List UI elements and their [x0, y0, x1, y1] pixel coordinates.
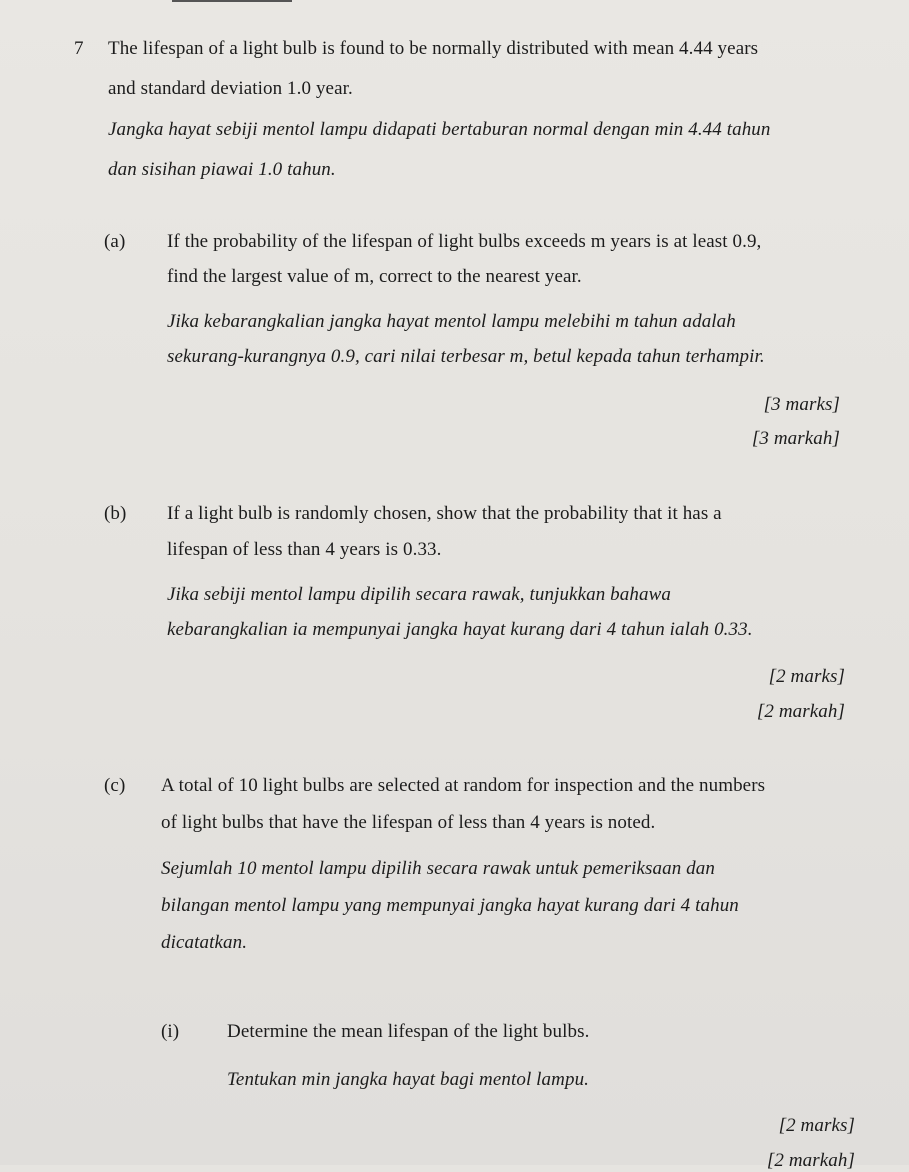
part-a-en-line-1: If the probability of the lifespan of light bulbs exceeds m years is at least 0.9,: [167, 231, 762, 252]
intro-ms-line-1: Jangka hayat sebiji mentol lampu didapati bertaburan normal dengan min 4.44 tahun: [108, 119, 771, 140]
part-c-i-marks-ms: [2 markah]: [766, 1150, 855, 1171]
part-b-en-line-2: lifespan of less than 4 years is 0.33.: [167, 539, 442, 560]
part-c-en-line-1: A total of 10 light bulbs are selected at random for inspection and the numbers: [161, 775, 766, 796]
part-c-i-en: Determine the mean lifespan of the light bulbs.: [227, 1021, 590, 1042]
part-c-en-line-2: of light bulbs that have the lifespan of less than 4 years is noted.: [161, 812, 656, 833]
intro-ms-line-2: dan sisihan piawai 1.0 tahun.: [108, 159, 336, 180]
part-a-ms-line-2: sekurang-kurangnya 0.9, cari nilai terbesar m, betul kepada tahun terhampir.: [167, 346, 765, 367]
part-b-marks-ms: [2 markah]: [756, 701, 845, 722]
part-b-marks-en: [2 marks]: [768, 666, 845, 687]
part-c-ms-line-1: Sejumlah 10 mentol lampu dipilih secara rawak untuk pemeriksaan dan: [161, 858, 715, 879]
part-c-i-label: (i): [161, 1021, 180, 1042]
part-a-marks-en: [3 marks]: [763, 394, 840, 415]
part-b-label: (b): [104, 503, 127, 524]
part-b-en-line-1: If a light bulb is randomly chosen, show that the probability that it has a: [167, 503, 722, 524]
part-c-label: (c): [104, 775, 126, 796]
part-a-label: (a): [104, 231, 126, 252]
intro-en-line-1: The lifespan of a light bulb is found to be normally distributed with mean 4.44 years: [108, 38, 759, 59]
top-edge-mark: [172, 0, 292, 2]
part-a-en-line-2: find the largest value of m, correct to the nearest year.: [167, 266, 582, 287]
part-c-ms-line-3: dicatatkan.: [161, 932, 248, 953]
part-b-ms-line-1: Jika sebiji mentol lampu dipilih secara rawak, tunjukkan bahawa: [167, 584, 671, 605]
part-c-i-ms: Tentukan min jangka hayat bagi mentol lampu.: [227, 1069, 590, 1090]
part-b-ms-line-2: kebarangkalian ia mempunyai jangka hayat kurang dari 4 tahun ialah 0.33.: [167, 619, 753, 640]
part-a-ms-line-1: Jika kebarangkalian jangka hayat mentol lampu melebihi m tahun adalah: [167, 311, 736, 332]
part-a-marks-ms: [3 markah]: [751, 428, 840, 449]
question-number: 7: [74, 38, 84, 59]
part-c-ms-line-2: bilangan mentol lampu yang mempunyai jangka hayat kurang dari 4 tahun: [161, 895, 739, 916]
intro-en-line-2: and standard deviation 1.0 year.: [108, 78, 353, 99]
part-c-i-marks-en: [2 marks]: [778, 1115, 855, 1136]
